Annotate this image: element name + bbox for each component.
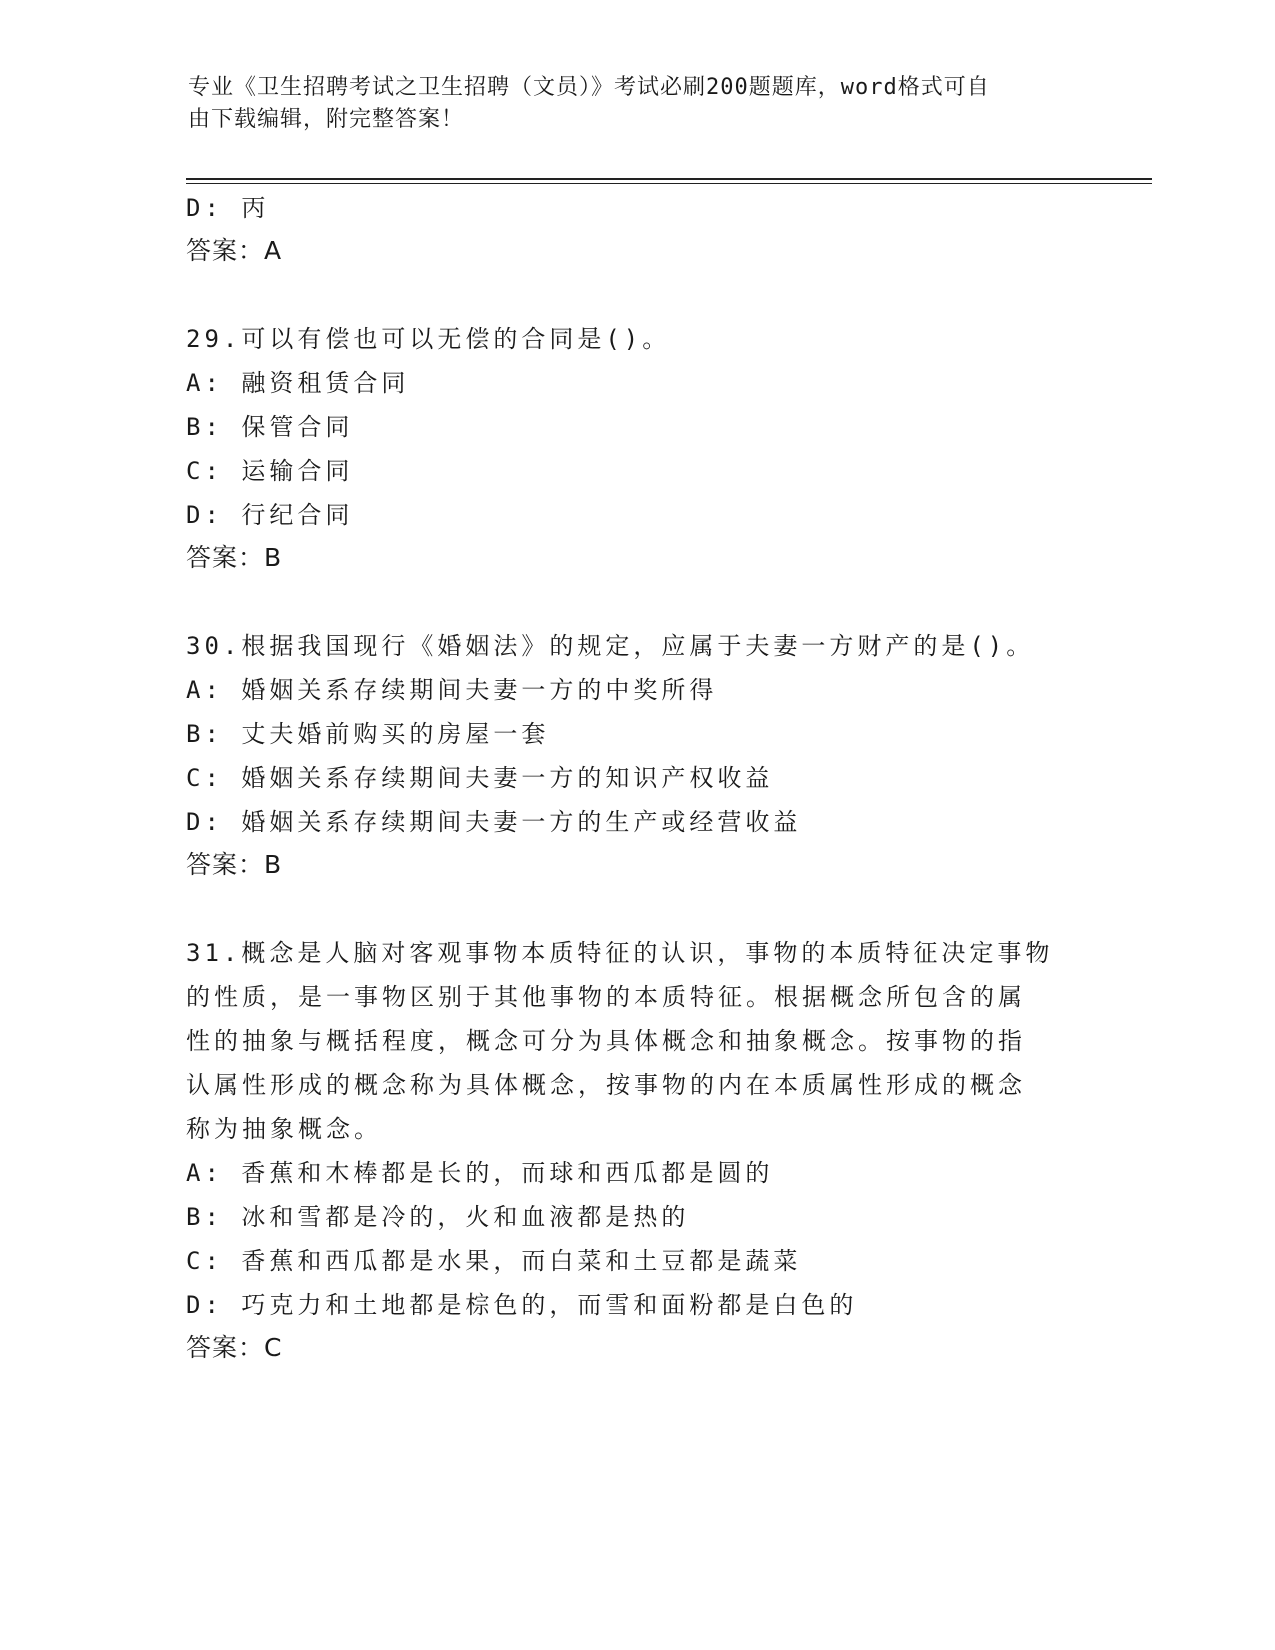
q30-option-c: C: 婚姻关系存续期间夫妻一方的知识产权收益 bbox=[186, 764, 774, 792]
header-divider-thick bbox=[186, 178, 1152, 180]
q29-stem: 29.可以有偿也可以无偿的合同是()。 bbox=[186, 325, 671, 353]
header-line-2: 由下载编辑，附完整答案！ bbox=[188, 107, 465, 132]
q29-option-b: B: 保管合同 bbox=[186, 413, 354, 441]
header-line-1: 专业《卫生招聘考试之卫生招聘（文员）》考试必刷200题题库，word格式可自 bbox=[188, 75, 990, 100]
q31-answer: 答案：C bbox=[186, 1333, 283, 1362]
q31-stem-line-4: 认属性形成的概念称为具体概念，按事物的内在本质属性形成的概念 bbox=[186, 1071, 1026, 1099]
q31-option-d: D: 巧克力和土地都是棕色的，而雪和面粉都是白色的 bbox=[186, 1291, 858, 1319]
header-divider-thin bbox=[186, 183, 1152, 184]
q31-option-b: B: 冰和雪都是冷的，火和血液都是热的 bbox=[186, 1203, 690, 1231]
q30-stem: 30.根据我国现行《婚姻法》的规定，应属于夫妻一方财产的是()。 bbox=[186, 632, 1035, 660]
q30-option-a: A: 婚姻关系存续期间夫妻一方的中奖所得 bbox=[186, 676, 718, 704]
document-header bbox=[188, 72, 1068, 136]
q29-option-d: D: 行纪合同 bbox=[186, 501, 354, 529]
q29-option-c: C: 运输合同 bbox=[186, 457, 354, 485]
q28-option-d: D: 丙 bbox=[186, 194, 270, 222]
q31-stem-line-1: 31.概念是人脑对客观事物本质特征的认识，事物的本质特征决定事物 bbox=[186, 939, 1054, 967]
q31-stem-line-3: 性的抽象与概括程度，概念可分为具体概念和抽象概念。按事物的指 bbox=[186, 1027, 1026, 1055]
q31-option-c: C: 香蕉和西瓜都是水果，而白菜和土豆都是蔬菜 bbox=[186, 1247, 802, 1275]
q29-option-a: A: 融资租赁合同 bbox=[186, 369, 410, 397]
q31-stem-line-5: 称为抽象概念。 bbox=[186, 1115, 382, 1143]
q29-answer: 答案：B bbox=[186, 543, 283, 572]
q28-answer: 答案：A bbox=[186, 236, 283, 265]
q30-answer: 答案：B bbox=[186, 850, 283, 879]
q30-option-d: D: 婚姻关系存续期间夫妻一方的生产或经营收益 bbox=[186, 808, 802, 836]
q31-option-a: A: 香蕉和木棒都是长的，而球和西瓜都是圆的 bbox=[186, 1159, 774, 1187]
q31-stem-line-2: 的性质，是一事物区别于其他事物的本质特征。根据概念所包含的属 bbox=[186, 983, 1026, 1011]
q30-option-b: B: 丈夫婚前购买的房屋一套 bbox=[186, 720, 550, 748]
